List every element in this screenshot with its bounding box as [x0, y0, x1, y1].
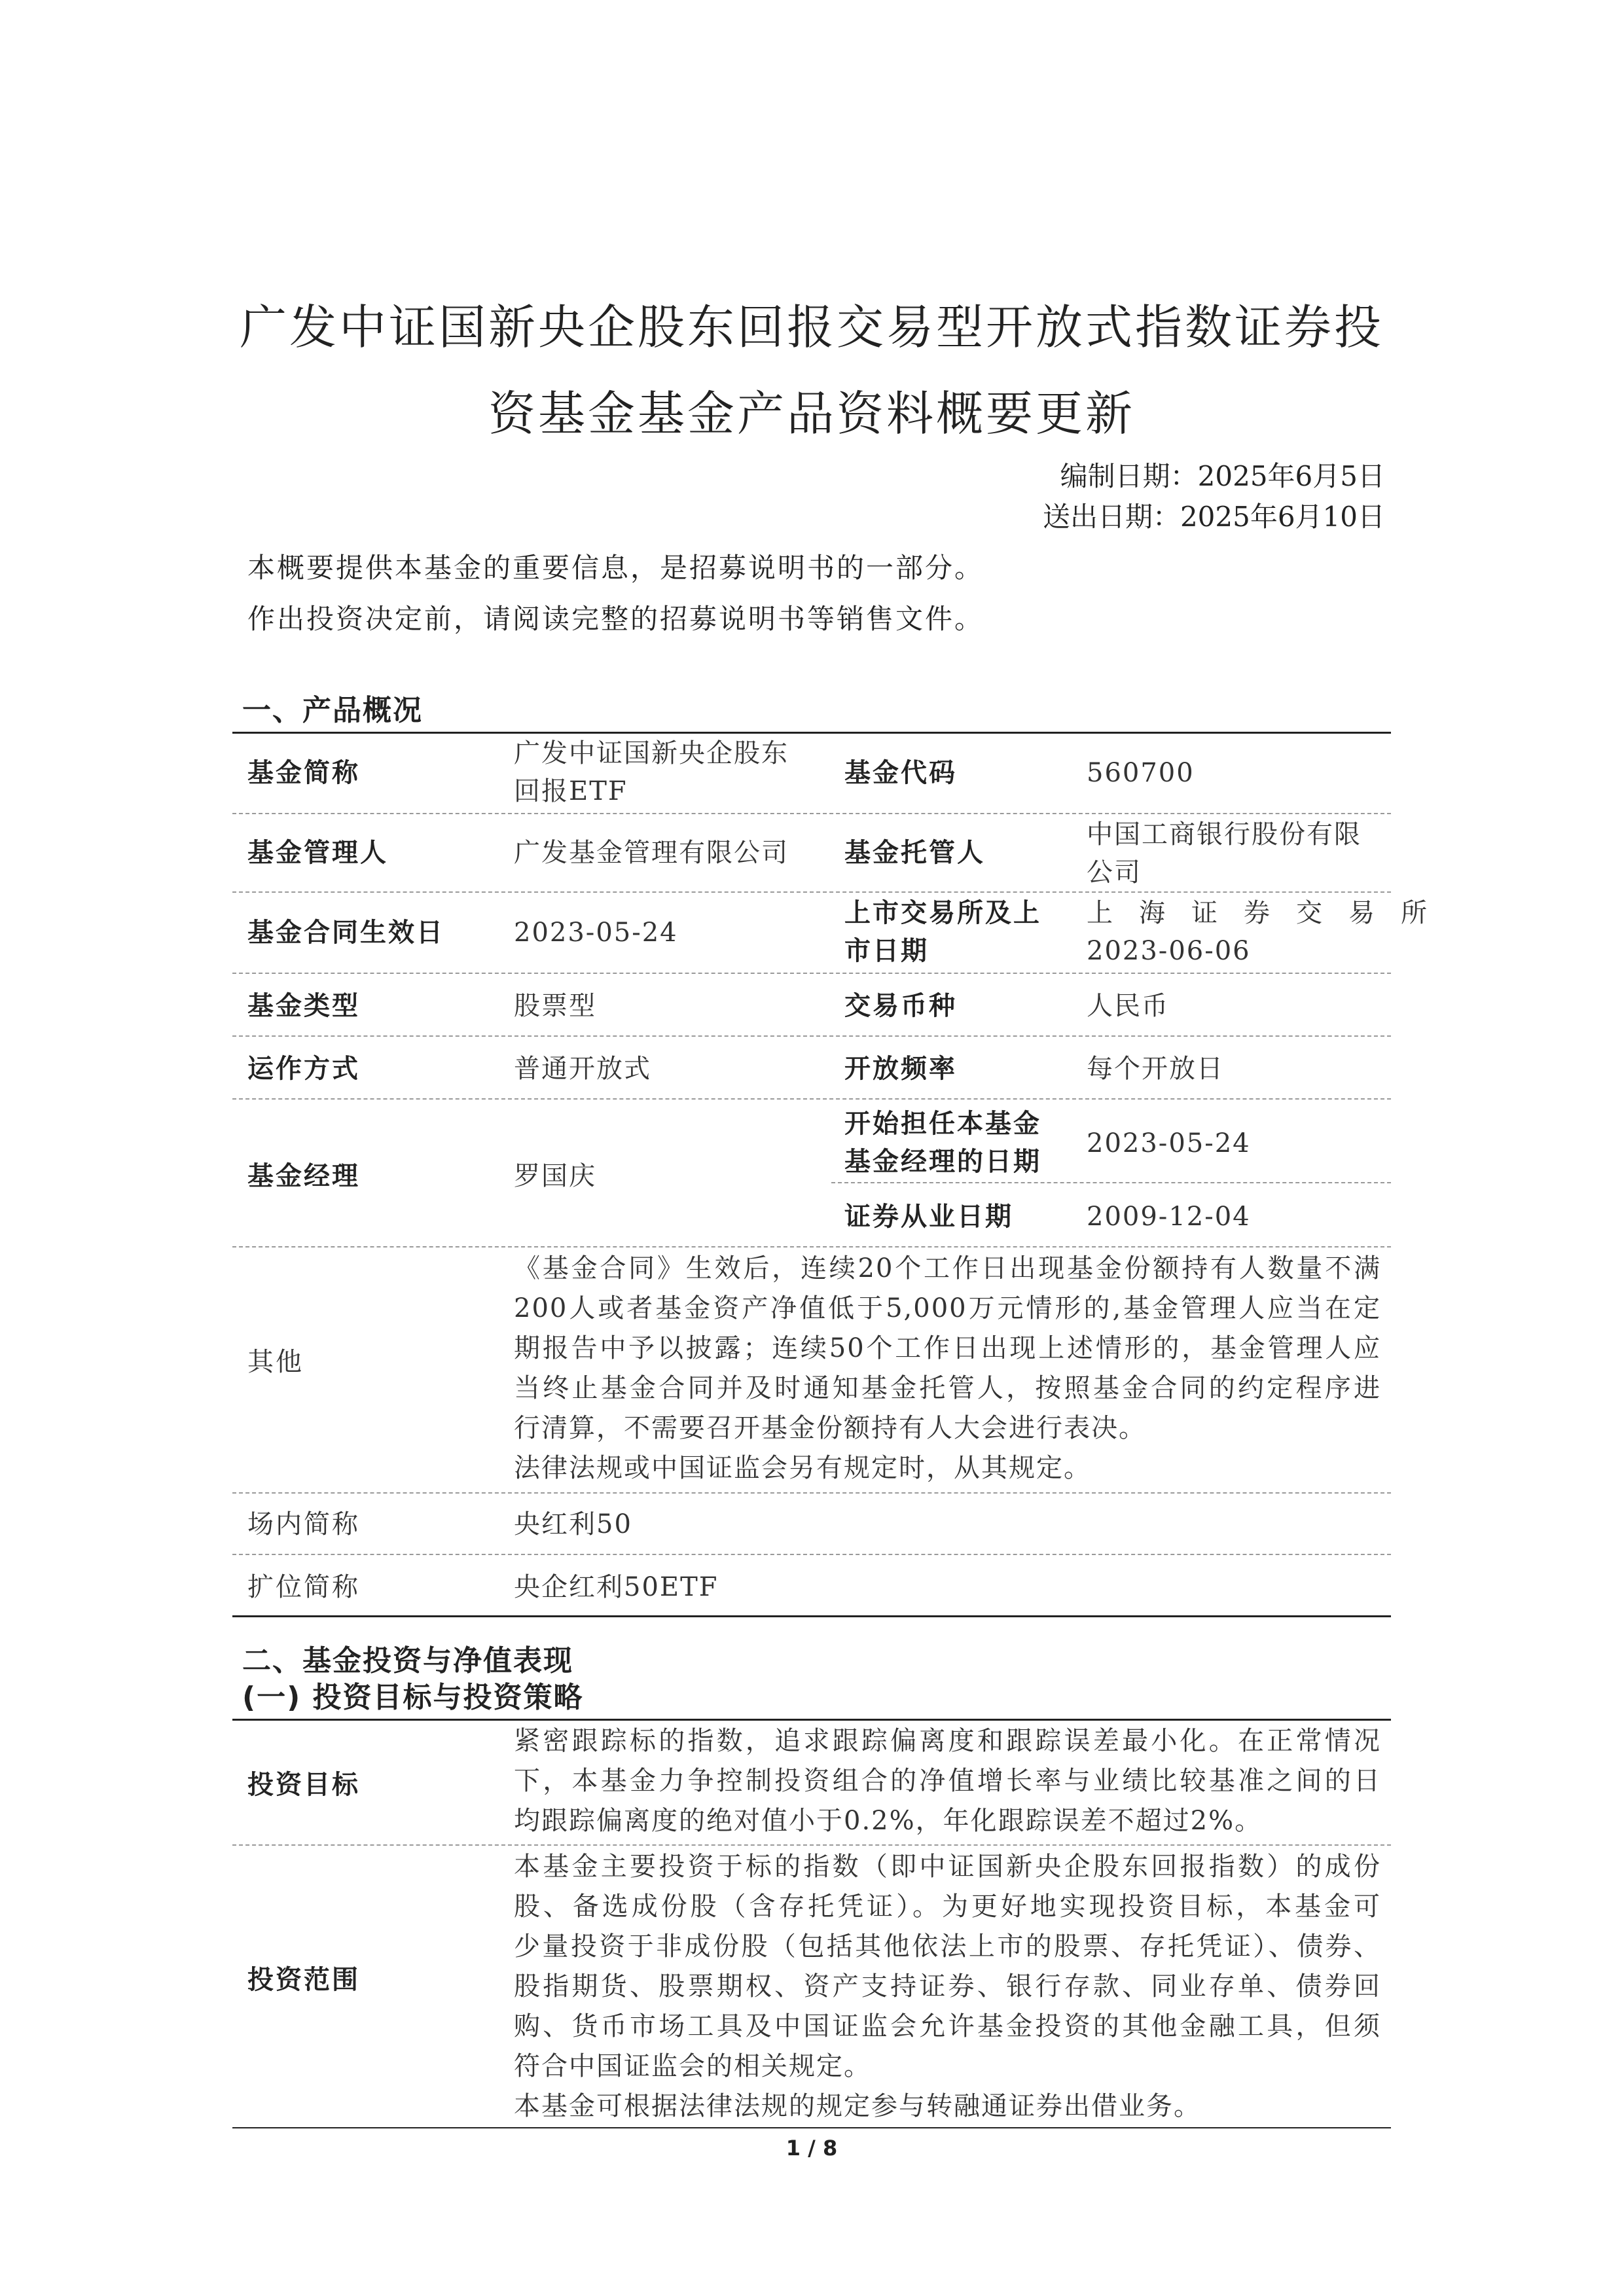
label-securities-career-date: 证券从业日期 [844, 1202, 1013, 1232]
row-divider [831, 1182, 1391, 1183]
row-divider [232, 1492, 1391, 1494]
table-top-rule [232, 732, 1391, 734]
other-text-line-5: 行清算，不需要召开基金份额持有人大会进行表决。 [514, 1413, 1146, 1443]
scope-text-line-5: 购、货币市场工具及中国证监会允许基金投资的其他金融工具，但须 [514, 2011, 1381, 2041]
intro-line-2: 作出投资决定前，请阅读完整的招募说明书等销售文件。 [247, 603, 984, 635]
value-trading-currency: 人民币 [1087, 991, 1169, 1021]
label-fund-code: 基金代码 [844, 758, 957, 788]
other-text-line-1: 《基金合同》生效后，连续20个工作日出现基金份额持有人数量不满 [514, 1253, 1381, 1283]
label-fund-manager: 基金经理 [247, 1161, 360, 1191]
label-listing-exchange-line-1: 上市交易所及上 [844, 898, 1041, 928]
label-fund-manager-company: 基金管理人 [247, 838, 388, 868]
row-divider [232, 1098, 1391, 1100]
row-divider [232, 891, 1391, 893]
row-divider [232, 813, 1391, 814]
compile-date: 编制日期：2025年6月5日 [1060, 460, 1385, 492]
label-fund-custodian: 基金托管人 [844, 838, 985, 868]
value-manager-start-date: 2023-05-24 [1087, 1128, 1251, 1158]
value-securities-career-date: 2009-12-04 [1087, 1202, 1251, 1232]
label-expanded-short-name: 扩位简称 [247, 1572, 360, 1602]
table-bottom-rule [232, 1615, 1391, 1617]
scope-text-line-2: 股、备选成份股（含存托凭证）。为更好地实现投资目标，本基金可 [514, 1892, 1381, 1922]
objective-text-line-1: 紧密跟踪标的指数，追求跟踪偏离度和跟踪误差最小化。在正常情况 [514, 1726, 1381, 1756]
label-listing-exchange-line-2: 市日期 [844, 936, 929, 966]
value-fund-code: 560700 [1087, 758, 1195, 788]
intro-line-1: 本概要提供本基金的重要信息，是招募说明书的一部分。 [247, 552, 984, 584]
value-onsite-short-name: 央红利50 [514, 1509, 632, 1539]
row-divider [232, 973, 1391, 974]
objective-table-top-rule [232, 1719, 1391, 1721]
value-fund-custodian-line-1: 中国工商银行股份有限 [1087, 819, 1362, 850]
other-text-line-4: 当终止基金合同并及时通知基金托管人，按照基金合同的约定程序进 [514, 1373, 1381, 1403]
label-manager-start-date-line-1: 开始担任本基金 [844, 1109, 1041, 1139]
value-fund-custodian-line-2: 公司 [1087, 857, 1142, 888]
section-1-heading: 一、产品概况 [242, 694, 423, 727]
label-trading-currency: 交易币种 [844, 991, 957, 1021]
other-text-line-6: 法律法规或中国证监会另有规定时，从其规定。 [514, 1453, 1091, 1483]
value-listing-date: 2023-06-06 [1087, 936, 1251, 966]
row-divider [232, 1246, 1391, 1247]
value-fund-short-name-line-2: 回报ETF [514, 776, 628, 806]
scope-text-line-4: 股指期货、股票期权、资产支持证券、银行存款、同业存单、债券回 [514, 1971, 1381, 2001]
label-fund-short-name: 基金简称 [247, 758, 360, 788]
section-2-heading: 二、基金投资与净值表现 [242, 1644, 573, 1677]
label-contract-effective-date: 基金合同生效日 [247, 918, 444, 948]
row-divider [232, 1554, 1391, 1555]
document-title-line-1: 广发中证国新央企股东回报交易型开放式指数证券投 [239, 300, 1384, 355]
value-listing-exchange: 上 海 证 券 交 易 所 [1087, 898, 1427, 928]
value-fund-short-name-line-1: 广发中证国新央企股东 [514, 738, 789, 768]
label-fund-type: 基金类型 [247, 991, 360, 1021]
value-fund-manager-name: 罗国庆 [514, 1161, 596, 1191]
other-text-line-2: 200人或者基金资产净值低于5,000万元情形的,基金管理人应当在定 [514, 1293, 1381, 1323]
label-investment-objective: 投资目标 [247, 1770, 360, 1800]
label-manager-start-date-line-2: 基金经理的日期 [844, 1147, 1041, 1177]
label-other: 其他 [247, 1347, 304, 1377]
row-divider [232, 1035, 1391, 1037]
value-operation-mode: 普通开放式 [514, 1054, 651, 1084]
label-onsite-short-name: 场内简称 [247, 1509, 360, 1539]
value-contract-effective-date: 2023-05-24 [514, 918, 678, 948]
scope-text-line-3: 少量投资于非成份股（包括其他依法上市的股票、存托凭证）、债券、 [514, 1931, 1381, 1962]
page-number: 1 / 8 [785, 2136, 838, 2161]
objective-text-line-2: 下，本基金力争控制投资组合的净值增长率与业绩比较基准之间的日 [514, 1766, 1381, 1796]
label-open-frequency: 开放频率 [844, 1054, 957, 1084]
value-open-frequency: 每个开放日 [1087, 1054, 1224, 1084]
section-2-subheading: (一) 投资目标与投资策略 [242, 1681, 584, 1714]
objective-text-line-3: 均跟踪偏离度的绝对值小于0.2%，年化跟踪误差不超过2%。 [514, 1806, 1263, 1836]
scope-text-line-1: 本基金主要投资于标的指数（即中证国新央企股东回报指数）的成份 [514, 1852, 1381, 1882]
send-date: 送出日期：2025年6月10日 [1042, 501, 1385, 533]
document-title-line-2: 资基金基金产品资料概要更新 [488, 386, 1135, 441]
label-operation-mode: 运作方式 [247, 1054, 360, 1084]
row-divider [232, 1844, 1391, 1846]
scope-text-line-6: 符合中国证监会的相关规定。 [514, 2051, 871, 2081]
scope-text-line-7: 本基金可根据法律法规的规定参与转融通证券出借业务。 [514, 2091, 1201, 2121]
page-bottom-rule [232, 2127, 1391, 2128]
value-expanded-short-name: 央企红利50ETF [514, 1572, 719, 1602]
value-fund-manager-company: 广发基金管理有限公司 [514, 838, 789, 868]
label-investment-scope: 投资范围 [247, 1965, 360, 1995]
value-fund-type: 股票型 [514, 991, 596, 1021]
other-text-line-3: 期报告中予以披露；连续50个工作日出现上述情形的，基金管理人应 [514, 1333, 1381, 1363]
